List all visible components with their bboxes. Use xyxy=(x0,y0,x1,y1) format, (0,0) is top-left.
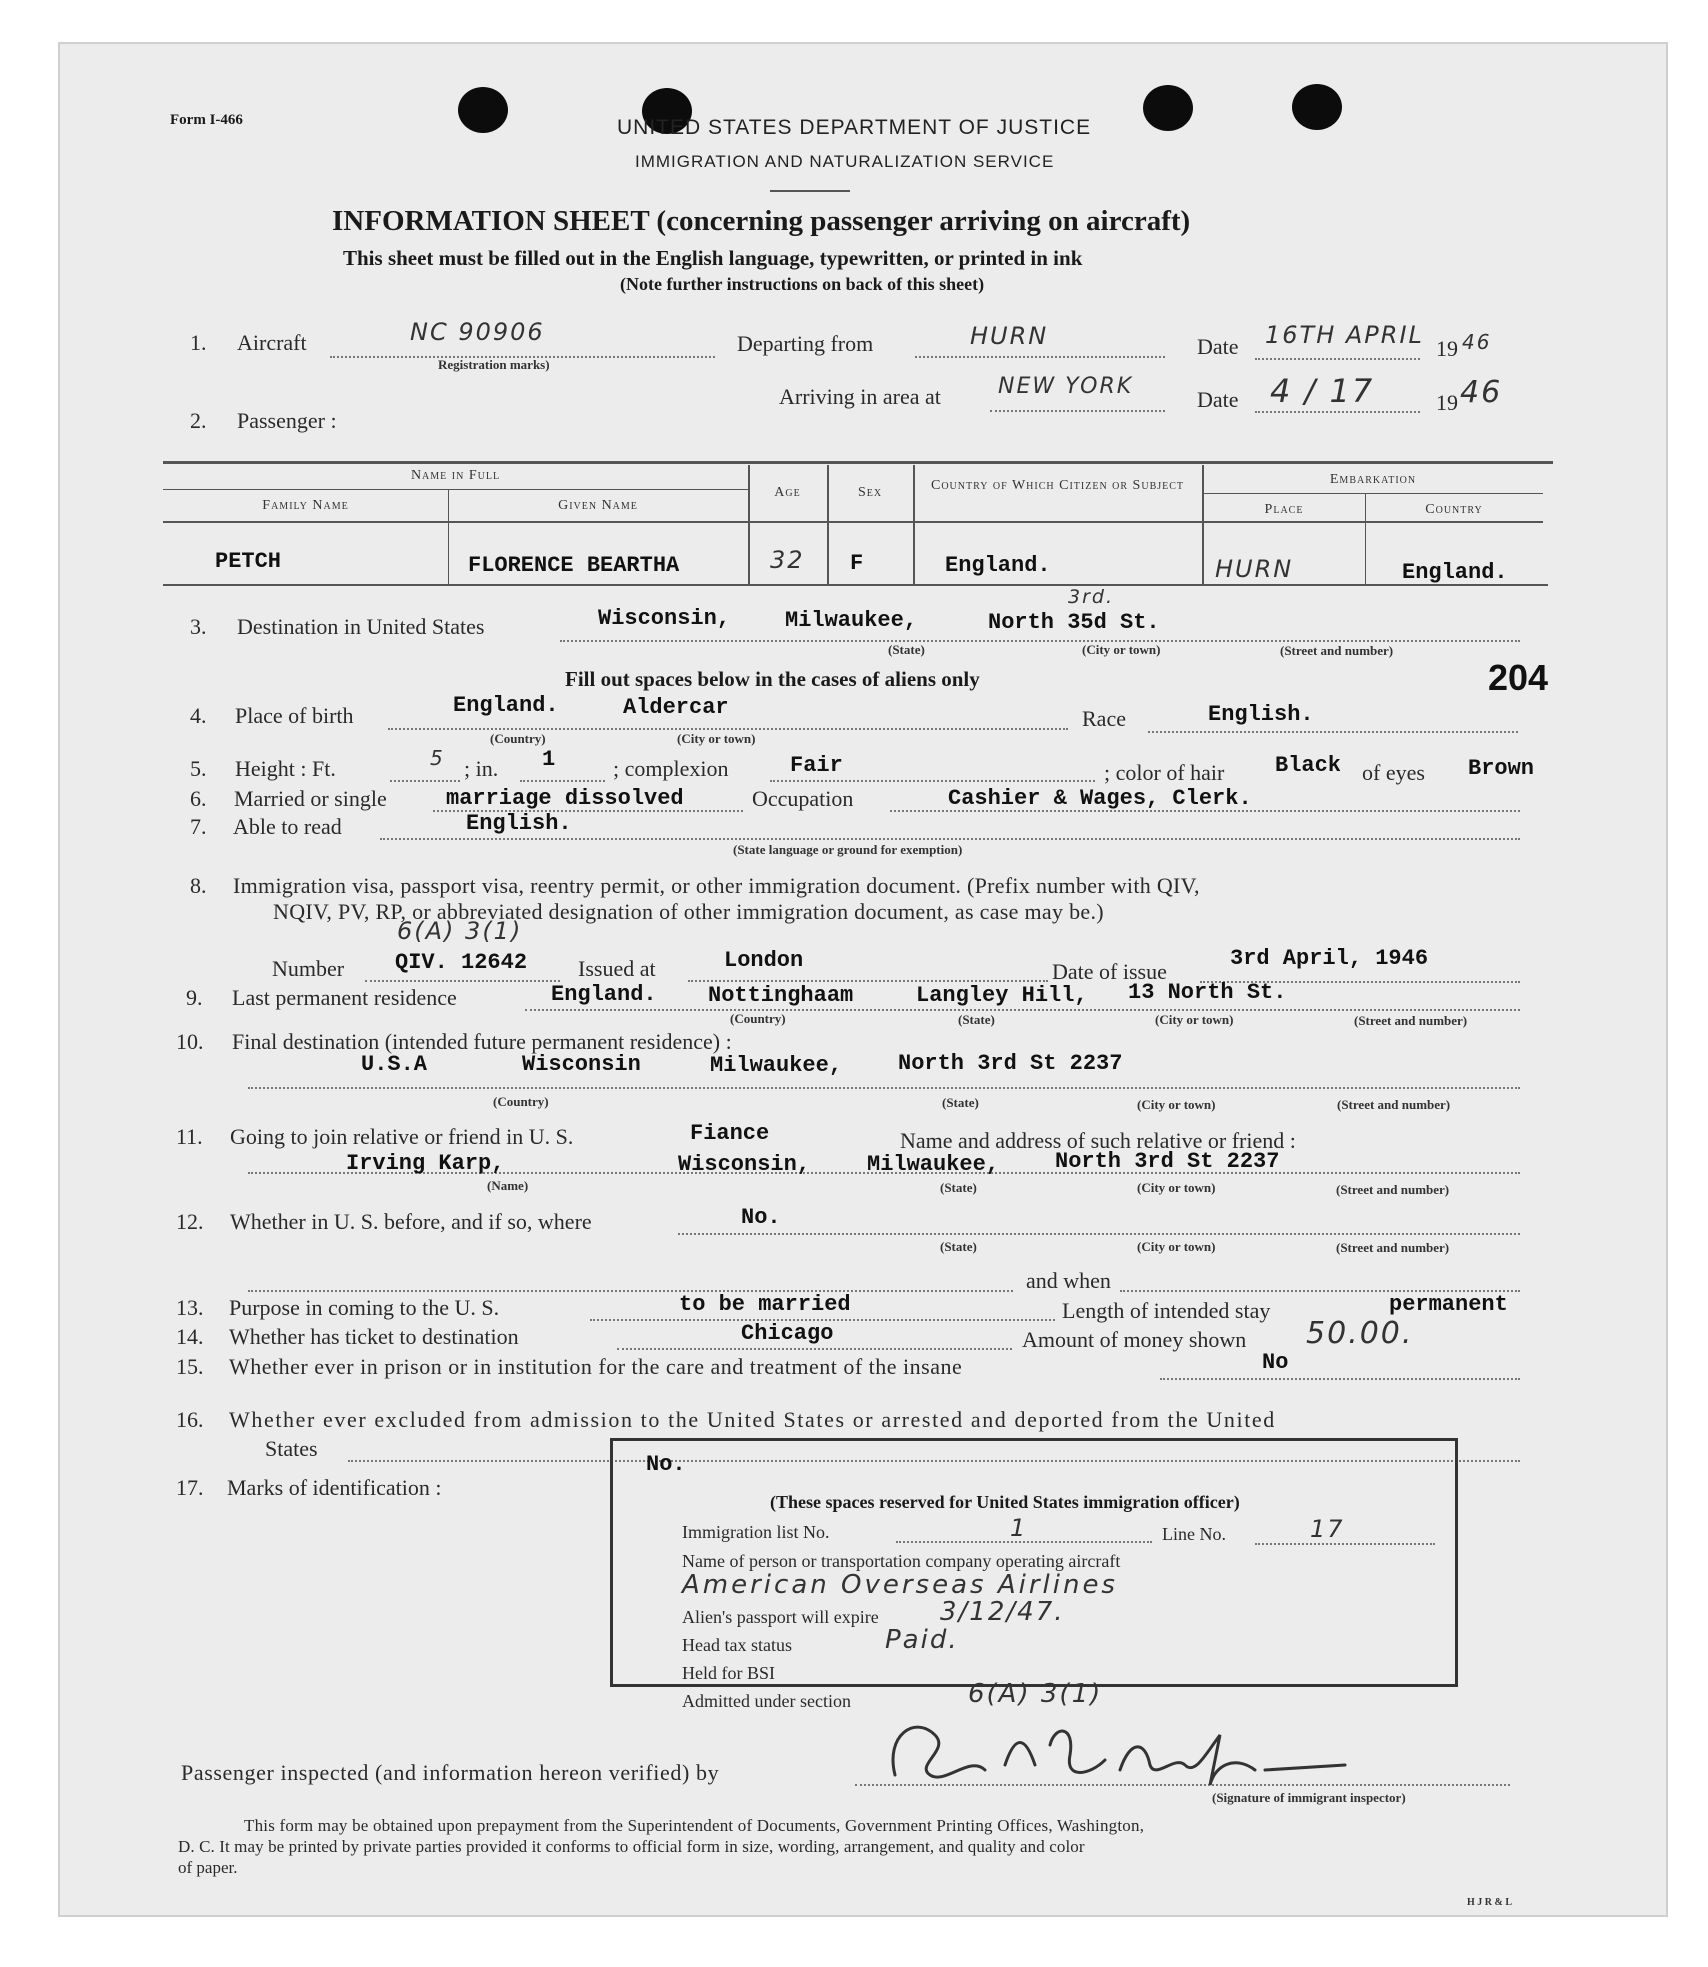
footer-line-3: of paper. xyxy=(178,1858,238,1877)
table-col-line xyxy=(913,465,915,584)
instruction-line: This sheet must be filled out in the English language, typewritten, or printed in ink xyxy=(343,246,1083,270)
excluded-label-2: States xyxy=(265,1436,318,1461)
aliens-only-note: Fill out spaces below in the cases of aliens only xyxy=(565,667,980,691)
final-destination-label: Final destination (intended future permanent residence) : xyxy=(232,1029,732,1054)
line-number-line xyxy=(1255,1543,1435,1545)
item-number: 2. xyxy=(190,408,207,433)
year-prefix: 19 xyxy=(1436,390,1458,415)
in-field-line xyxy=(520,780,605,782)
residence-label: Last permanent residence xyxy=(232,985,457,1010)
item-number: 5. xyxy=(190,756,207,781)
complexion-value: Fair xyxy=(790,753,843,778)
relative-name: Irving Karp, xyxy=(346,1151,505,1176)
table-header-line xyxy=(163,489,748,490)
service-name: IMMIGRATION AND NATURALIZATION SERVICE xyxy=(635,152,1055,171)
footer-line-1: This form may be obtained upon prepayment from the Superintendent of Documents, Government Printing Offices, Washington, xyxy=(244,1816,1145,1835)
ticket-value: Chicago xyxy=(741,1321,834,1346)
country-caption: (Country) xyxy=(490,731,546,746)
sex-value: F xyxy=(850,551,864,576)
issued-line xyxy=(688,980,1048,982)
eyes-value: Brown xyxy=(1468,756,1535,781)
visa-number-line xyxy=(365,980,560,982)
inches-label: ; in. xyxy=(464,756,499,781)
table-top-line xyxy=(163,461,1553,464)
issue-date-value: 3rd April, 1946 xyxy=(1230,946,1429,971)
previous-visit-value: No. xyxy=(741,1205,781,1230)
birthplace-field-line xyxy=(388,728,1068,730)
race-value: English. xyxy=(1208,702,1314,727)
street-caption: (Street and number) xyxy=(1337,1097,1451,1112)
aircraft-value: NC 90906 xyxy=(410,318,545,346)
final-street: North 3rd St 2237 xyxy=(898,1051,1123,1076)
language-caption: (State language or ground for exemption) xyxy=(733,842,963,857)
item-number: 6. xyxy=(190,786,207,811)
company-label: Name of person or transportation company operating aircraft xyxy=(682,1551,1121,1571)
embarkation-place-value: HURN xyxy=(1215,555,1294,583)
instruction-note: (Note further instructions on back of this sheet) xyxy=(620,274,985,294)
city-caption: (City or town) xyxy=(677,731,756,746)
height-in-value: 1 xyxy=(542,747,556,772)
birthplace-label: Place of birth xyxy=(235,703,354,728)
item-number: 17. xyxy=(176,1475,204,1500)
race-field-line xyxy=(1148,731,1518,733)
destination-state: Wisconsin, xyxy=(598,606,731,631)
state-caption: (State) xyxy=(958,1012,995,1027)
country-caption: (Country) xyxy=(493,1094,549,1109)
street-caption: (Street and number) xyxy=(1280,643,1394,658)
head-tax-label: Head tax status xyxy=(682,1635,792,1655)
birth-country: England. xyxy=(453,693,559,718)
street-caption: (Street and number) xyxy=(1336,1182,1450,1197)
line-number-label: Line No. xyxy=(1162,1524,1226,1544)
money-label: Amount of money shown xyxy=(1022,1327,1247,1352)
sex-header: Sex xyxy=(857,485,883,500)
money-value: 50.00. xyxy=(1306,1316,1414,1351)
state-caption: (State) xyxy=(888,642,925,657)
aircraft-label: Aircraft xyxy=(237,330,307,355)
visa-instruction: Immigration visa, passport visa, reentry permit, or other immigration document. (Prefix number with QIV, xyxy=(233,873,1200,898)
height-ft-value: 5 xyxy=(430,746,445,770)
final-state: Wisconsin xyxy=(522,1052,641,1077)
occupation-label: Occupation xyxy=(752,786,854,811)
purpose-label: Purpose in coming to the U. S. xyxy=(229,1295,500,1320)
company-value: American Overseas Airlines xyxy=(682,1570,1118,1600)
citizen-country-value: England. xyxy=(945,553,1051,578)
age-value: 32 xyxy=(770,546,805,574)
family-name-value: PETCH xyxy=(215,549,282,574)
date-label: Date xyxy=(1197,387,1239,412)
divider xyxy=(770,190,850,192)
residence-state: Nottinghaam xyxy=(708,983,854,1008)
read-label: Able to read xyxy=(233,814,342,839)
eyes-label: of eyes xyxy=(1362,760,1425,785)
punch-hole xyxy=(1143,85,1193,131)
destination-label: Destination in United States xyxy=(237,614,485,639)
relative-relation: Fiance xyxy=(690,1121,770,1146)
read-value: English. xyxy=(466,811,572,836)
bsi-label: Held for BSI xyxy=(682,1663,775,1683)
marital-value: marriage dissolved xyxy=(446,786,684,811)
embarkation-header: Embarkation xyxy=(1329,472,1417,487)
table-col-line xyxy=(748,465,750,584)
item-number: 9. xyxy=(186,985,203,1010)
item-number: 1. xyxy=(190,330,207,355)
item-number: 7. xyxy=(190,814,207,839)
hair-value: Black xyxy=(1275,753,1342,778)
form-number: Form I-466 xyxy=(170,112,243,128)
street-caption: (Street and number) xyxy=(1336,1240,1450,1255)
year-prefix: 19 xyxy=(1436,336,1458,361)
residence-city: Langley Hill, xyxy=(916,983,1088,1008)
city-caption: (City or town) xyxy=(1155,1012,1234,1027)
table-header-line xyxy=(1203,493,1543,494)
destination-city: Milwaukee, xyxy=(785,608,918,633)
item-number: 10. xyxy=(176,1029,204,1054)
item-number: 16. xyxy=(176,1407,204,1432)
name-caption: (Name) xyxy=(487,1178,529,1193)
printer-code: H J R & L xyxy=(1467,1897,1512,1908)
item-number: 11. xyxy=(176,1124,203,1149)
departure-date-value: 16TH APRIL xyxy=(1265,321,1424,349)
residence-country: England. xyxy=(551,982,657,1007)
table-bottom-line xyxy=(163,584,1548,586)
visa-number-value: QIV. 12642 xyxy=(395,950,528,975)
height-label: Height : Ft. xyxy=(235,756,336,781)
purpose-value: to be married xyxy=(679,1292,851,1317)
ticket-label: Whether has ticket to destination xyxy=(229,1324,519,1349)
previous-visit-line xyxy=(678,1233,1520,1235)
table-subheader-line xyxy=(163,521,1543,523)
departure-year-value: 46 xyxy=(1462,330,1492,354)
prison-field-line xyxy=(1160,1378,1520,1380)
arrival-year-value: 46 xyxy=(1460,375,1503,410)
hair-label: ; color of hair xyxy=(1104,760,1225,785)
given-name-header: Given Name xyxy=(558,498,638,513)
departing-field-line xyxy=(915,356,1165,358)
arriving-label: Arriving in area at xyxy=(779,384,941,409)
complexion-label: ; complexion xyxy=(613,756,729,781)
item-number: 12. xyxy=(176,1209,204,1234)
marital-label: Married or single xyxy=(234,786,387,811)
when-field-line xyxy=(248,1290,1013,1292)
list-number-label: Immigration list No. xyxy=(682,1522,830,1542)
relative-state: Wisconsin, xyxy=(678,1152,811,1177)
issue-date-label: Date of issue xyxy=(1052,959,1167,984)
embarkation-country-value: England. xyxy=(1402,560,1508,585)
prison-label: Whether ever in prison or in institution for the care and treatment of the insane xyxy=(229,1354,963,1379)
line-number-value: 17 xyxy=(1310,1515,1345,1543)
identification-label: Marks of identification : xyxy=(227,1475,442,1500)
name-in-full-header: Name in Full xyxy=(410,468,501,483)
date-field-line xyxy=(1255,411,1420,413)
signature-caption: (Signature of immigrant inspector) xyxy=(1212,1790,1406,1805)
visa-instruction-2: NQIV, PV, RP, or abbreviated designation of other immigration document, as case may be.) xyxy=(273,899,1104,924)
place-header: Place xyxy=(1264,502,1304,517)
city-caption: (City or town) xyxy=(1137,1180,1216,1195)
arriving-field-line xyxy=(990,410,1165,412)
age-header: Age xyxy=(774,485,801,500)
state-caption: (State) xyxy=(940,1180,977,1195)
item-number: 3. xyxy=(190,614,207,639)
footer-line-2: D. C. It may be printed by private parties provided it conforms to official form in size, wording, arrangement, and quality and color xyxy=(178,1837,1085,1856)
punch-hole xyxy=(1292,84,1342,130)
departing-label: Departing from xyxy=(737,331,874,356)
registration-caption: Registration marks) xyxy=(438,357,550,372)
city-caption: (City or town) xyxy=(1082,642,1161,657)
item-number: 15. xyxy=(176,1354,204,1379)
citizen-country-header: Country of Which Citizen or Subject xyxy=(930,478,1185,493)
relative-name-address-label: Name and address of such relative or friend : xyxy=(900,1128,1296,1153)
destination-field-line xyxy=(560,640,1520,642)
and-when-label: and when xyxy=(1026,1268,1111,1293)
state-caption: (State) xyxy=(940,1239,977,1254)
residence-street: 13 North St. xyxy=(1128,980,1287,1005)
prison-value: No xyxy=(1262,1350,1289,1375)
city-caption: (City or town) xyxy=(1137,1239,1216,1254)
stay-value: permanent xyxy=(1389,1292,1508,1317)
final-country: U.S.A xyxy=(361,1052,428,1077)
passport-expire-value: 3/12/47. xyxy=(940,1597,1065,1627)
street-caption: (Street and number) xyxy=(1354,1013,1468,1028)
visa-number-label: Number xyxy=(272,956,345,981)
street-correction: 3rd. xyxy=(1068,586,1114,608)
relative-city: Milwaukee, xyxy=(867,1152,1000,1177)
inspection-label: Passenger inspected (and information hereon verified) by xyxy=(181,1760,720,1785)
item-number: 13. xyxy=(176,1295,204,1320)
admitted-section-value: 6(A) 3(1) xyxy=(968,1679,1103,1709)
admitted-section-label: Admitted under section xyxy=(682,1691,851,1711)
excluded-value: No. xyxy=(646,1452,686,1477)
race-label: Race xyxy=(1082,706,1126,731)
date-label: Date xyxy=(1197,334,1239,359)
family-name-header: Family Name xyxy=(262,498,349,513)
residence-field-line xyxy=(525,1009,1520,1011)
read-field-line xyxy=(380,838,1520,840)
stay-label: Length of intended stay xyxy=(1062,1298,1271,1323)
country-header: Country xyxy=(1425,502,1483,517)
issued-label: Issued at xyxy=(578,956,656,981)
excluded-label: Whether ever excluded from admission to the United States or arrested and deported from the United xyxy=(229,1407,1276,1432)
department-name: UNITED STATES DEPARTMENT OF JUSTICE xyxy=(617,116,1092,139)
given-name-value: FLORENCE BEARTHA xyxy=(468,553,680,578)
date-field-line xyxy=(1255,358,1420,360)
item-number: 4. xyxy=(190,703,207,728)
destination-street: North 35d St. xyxy=(988,610,1160,635)
departing-value: HURN xyxy=(970,322,1049,350)
arrival-date-value: 4 / 17 xyxy=(1270,372,1375,410)
previous-visit-label: Whether in U. S. before, and if so, where xyxy=(230,1209,592,1234)
page-title: INFORMATION SHEET (concerning passenger arriving on aircraft) xyxy=(332,205,1191,237)
item-number: 14. xyxy=(176,1324,204,1349)
relative-street: North 3rd St 2237 xyxy=(1055,1149,1280,1174)
arriving-value: NEW YORK xyxy=(998,374,1134,399)
list-number-value: 1 xyxy=(1010,1514,1028,1542)
issued-value: London xyxy=(724,948,804,973)
country-caption: (Country) xyxy=(730,1011,786,1026)
table-col-line xyxy=(827,465,829,584)
final-destination-line xyxy=(248,1087,1520,1089)
visa-handwritten-note: 6(A) 3(1) xyxy=(397,917,523,945)
ft-field-line xyxy=(390,780,460,782)
item-number: 8. xyxy=(190,873,207,898)
punch-hole xyxy=(458,87,508,133)
relative-label: Going to join relative or friend in U. S. xyxy=(230,1124,574,1149)
stamped-number: 204 xyxy=(1488,657,1549,698)
head-tax-value: Paid. xyxy=(885,1625,959,1655)
occupation-value: Cashier & Wages, Clerk. xyxy=(948,786,1252,811)
passenger-label: Passenger : xyxy=(237,408,337,433)
passport-expire-label: Alien's passport will expire xyxy=(682,1607,879,1627)
birth-city: Aldercar xyxy=(623,695,729,720)
complexion-field-line xyxy=(770,780,1095,782)
officer-box-title: (These spaces reserved for United States immigration officer) xyxy=(770,1492,1240,1512)
state-caption: (State) xyxy=(942,1095,979,1110)
city-caption: (City or town) xyxy=(1137,1097,1216,1112)
ticket-field-line xyxy=(617,1348,1012,1350)
final-city: Milwaukee, xyxy=(710,1053,843,1078)
